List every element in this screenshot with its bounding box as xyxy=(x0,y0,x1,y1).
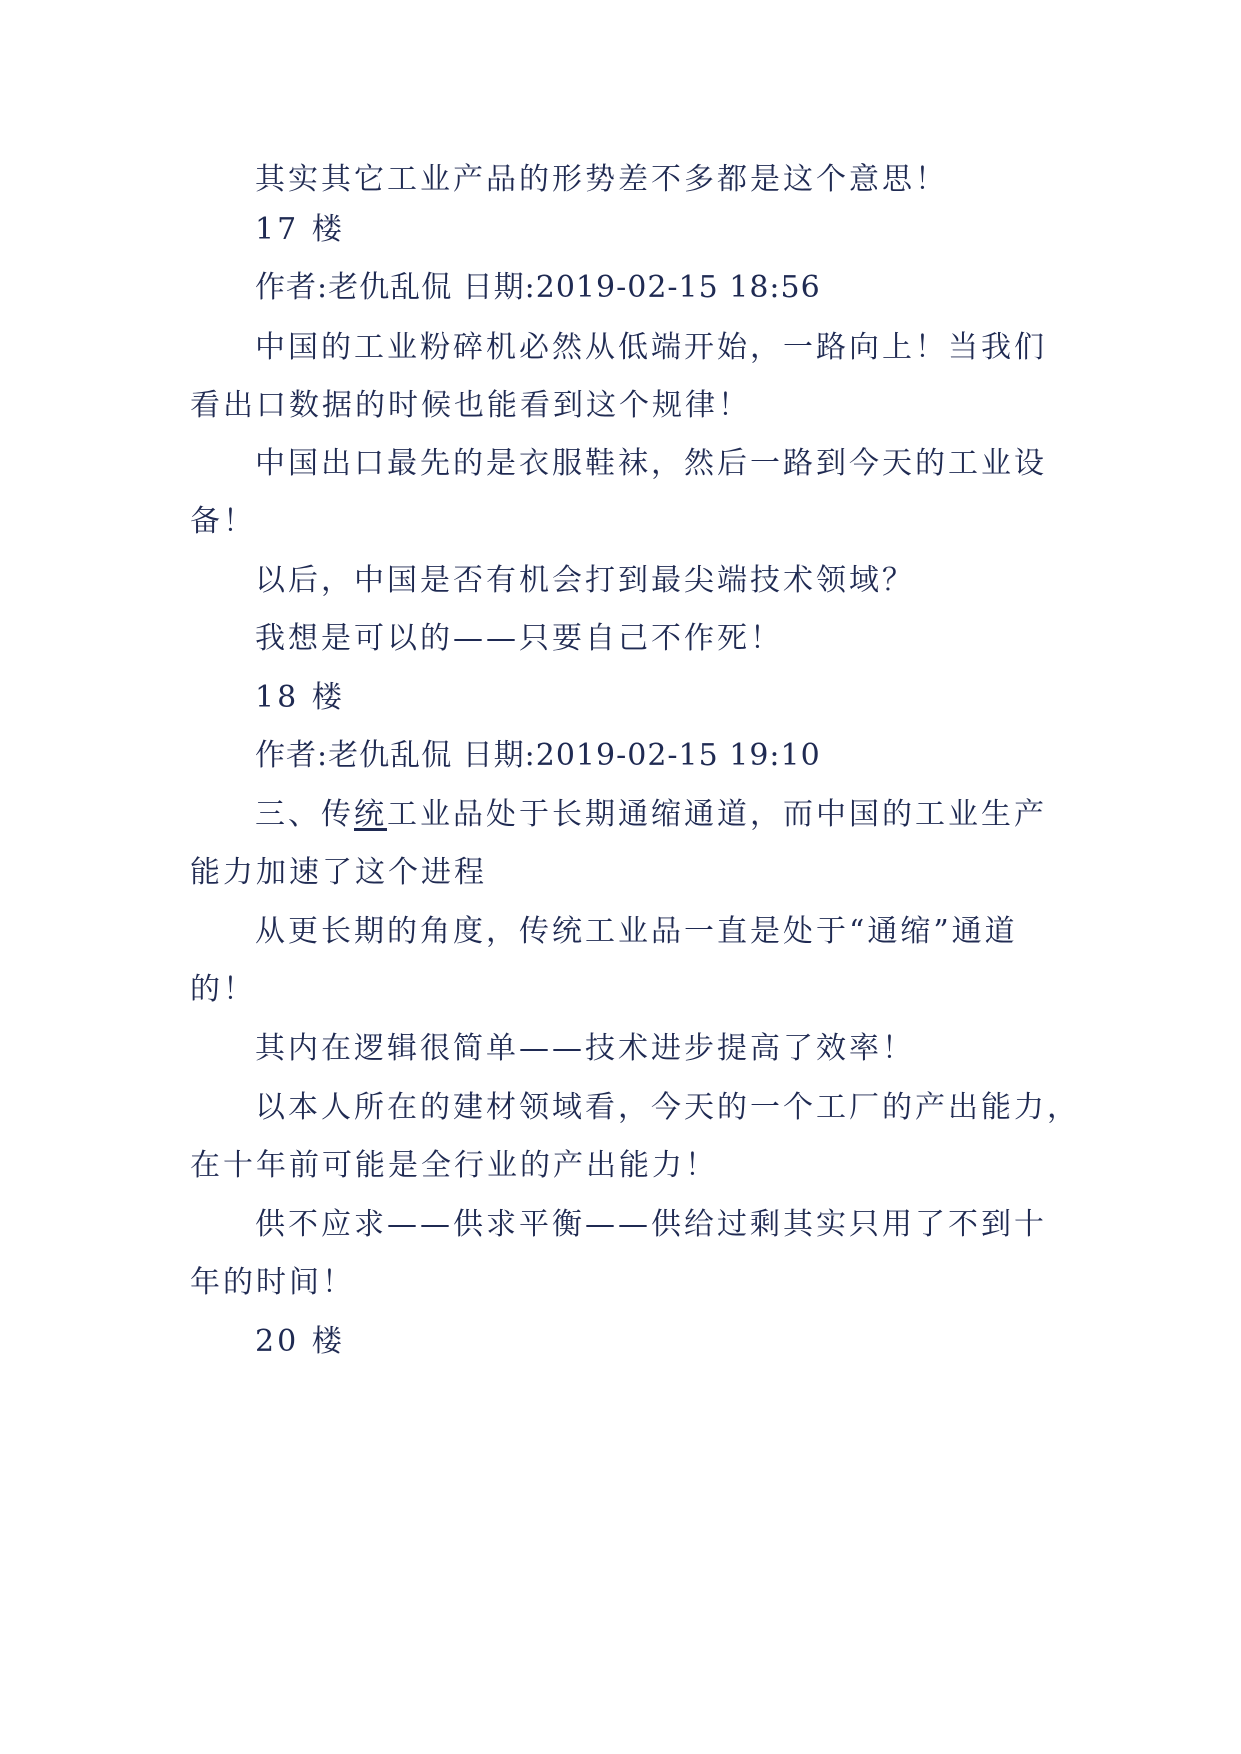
post-meta: 作者:老仇乱侃 日期:2019-02-15 18:56 xyxy=(255,270,821,305)
paragraph-line: 其内在逻辑很简单——技术进步提高了效率！ xyxy=(255,1031,915,1066)
paragraph-line: 以后，中国是否有机会打到最尖端技术领域？ xyxy=(255,563,915,598)
paragraph-line: 其实其它工业产品的形势差不多都是这个意思！ xyxy=(255,162,948,197)
paragraph-line: 供不应求——供求平衡——供给过剩其实只用了不到十 xyxy=(255,1207,1047,1242)
paragraph-line: 以本人所在的建材领域看，今天的一个工厂的产出能力， xyxy=(255,1090,1080,1125)
floor-label: 17 楼 xyxy=(255,212,345,247)
floor-label: 18 楼 xyxy=(255,680,345,715)
paragraph-line: 中国出口最先的是衣服鞋袜，然后一路到今天的工业设 xyxy=(255,446,1047,481)
heading-text: 工业品处于长期通缩通道，而中国的工业生产 xyxy=(387,797,1047,832)
paragraph-line: 我想是可以的——只要自己不作死！ xyxy=(255,621,783,656)
paragraph-line: 从更长期的角度，传统工业品一直是处于“通缩”通道 xyxy=(255,914,1018,949)
paragraph-line: 在十年前可能是全行业的产出能力！ xyxy=(190,1148,718,1183)
paragraph-line: 中国的工业粉碎机必然从低端开始，一路向上！当我们 xyxy=(255,330,1047,365)
section-heading-line xyxy=(255,795,1047,835)
floor-label: 20 楼 xyxy=(255,1324,345,1359)
paragraph-line: 年的时间！ xyxy=(190,1265,355,1300)
paragraph-line: 备！ xyxy=(190,504,256,539)
underlined-char: 统 xyxy=(354,797,387,832)
paragraph-line: 的！ xyxy=(190,972,256,1007)
paragraph-line: 看出口数据的时候也能看到这个规律！ xyxy=(190,388,751,423)
post-meta: 作者:老仇乱侃 日期:2019-02-15 19:10 xyxy=(255,738,821,773)
heading-text: 三、传 xyxy=(255,797,354,832)
paragraph-line: 能力加速了这个进程 xyxy=(190,855,487,890)
